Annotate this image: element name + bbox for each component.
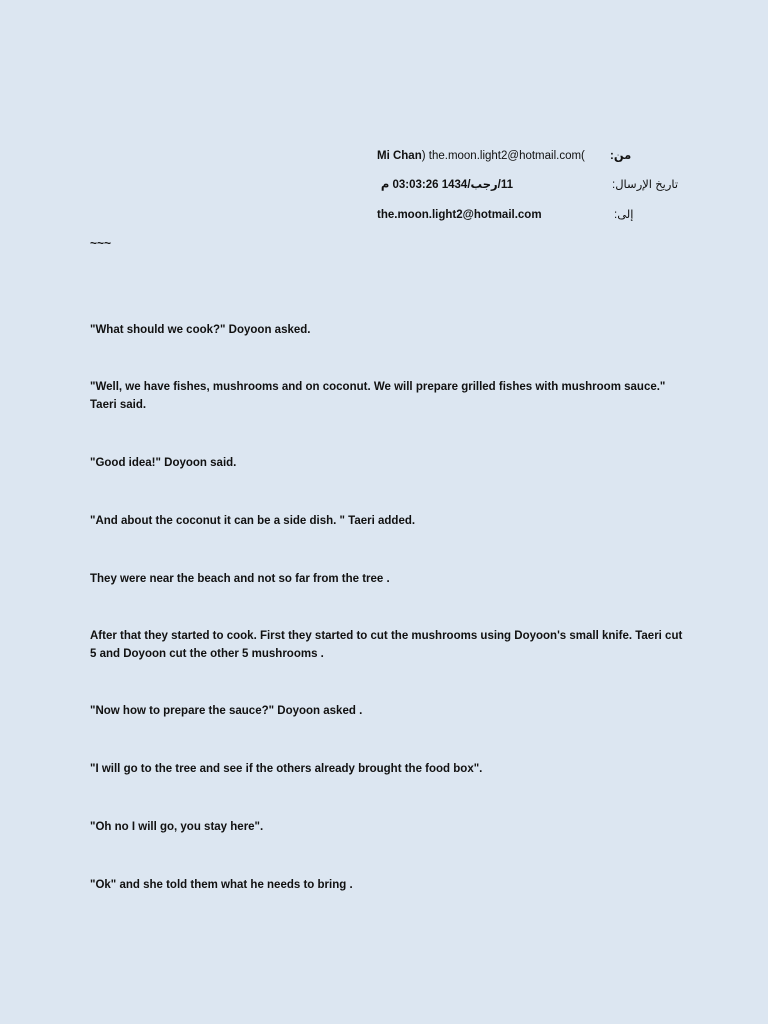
paragraph: After that they started to cook. First they started to cut the mushrooms using Doyoon's small knife. Taeri cut 5 and Doyoon cut the other 5 mushrooms . [90, 630, 686, 660]
sender-email: ) the.moon.light2@hotmail.com( [421, 150, 585, 162]
paragraph: "Ok" and she told them what he needs to bring . [90, 879, 353, 891]
from-label: من: [610, 150, 632, 162]
from-value [377, 148, 585, 164]
paragraph: "Oh no I will go, you stay here". [90, 821, 264, 833]
date-value: 11/رجب/1434 03:03:26 م [380, 179, 513, 191]
paragraph: "I will go to the tree and see if the others already brought the food box". [90, 763, 483, 775]
paragraph: "What should we cook?" Doyoon asked. [90, 324, 311, 336]
paragraph: "Good idea!" Doyoon said. [90, 457, 237, 469]
paragraph: "And about the coconut it can be a side dish. " Taeri added. [90, 515, 416, 527]
paragraph: "Well, we have fishes, mushrooms and on coconut. We will prepare grilled fishes with mushroom sauce." Taeri said. [90, 381, 669, 411]
sender-name: Mi Chan [377, 150, 422, 162]
paragraph: They were near the beach and not so far from the tree . [90, 573, 390, 585]
separator: ~~~ [90, 236, 112, 250]
paragraph: "Now how to prepare the sauce?" Doyoon asked . [90, 705, 363, 717]
to-value: the.moon.light2@hotmail.com [377, 209, 542, 221]
date-label: تاريخ الإرسال: [612, 179, 679, 191]
to-label: إلى: [614, 209, 634, 221]
